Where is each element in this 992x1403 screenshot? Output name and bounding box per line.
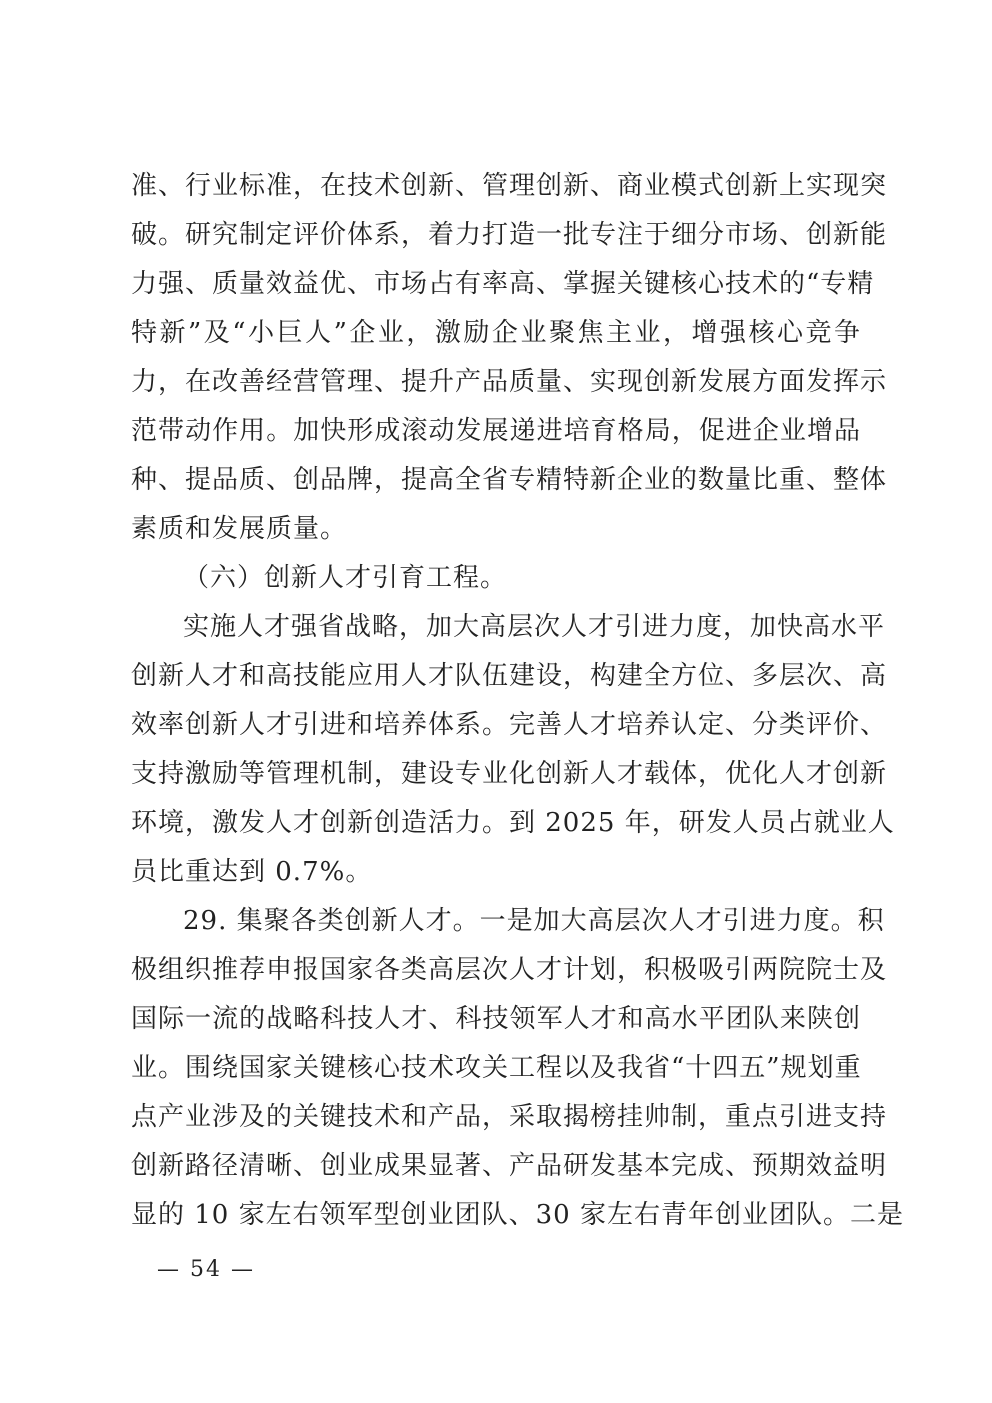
paragraph-3-line-1: 29. 集聚各类创新人才。一是加大高层次人才引进力度。积 bbox=[183, 906, 885, 936]
paragraph-1-line-8: 素质和发展质量。 bbox=[131, 514, 348, 544]
paragraph-1-line-5: 力，在改善经营管理、提升产品质量、实现创新发展方面发挥示 bbox=[131, 367, 888, 397]
paragraph-1-line-3: 力强、质量效益优、市场占有率高、掌握关键核心技术的“专精 bbox=[131, 269, 875, 299]
paragraph-2-line-3: 效率创新人才引进和培养体系。完善人才培养认定、分类评价、 bbox=[131, 710, 888, 740]
paragraph-1-line-4: 特新”及“小巨人”企业，激励企业聚焦主业，增强核心竞争 bbox=[131, 318, 861, 348]
paragraph-2-line-5: 环境，激发人才创新创造活力。到 2025 年，研发人员占就业人 bbox=[131, 808, 895, 838]
paragraph-2-line-6: 员比重达到 0.7%。 bbox=[131, 857, 373, 887]
paragraph-2-line-2: 创新人才和高技能应用人才队伍建设，构建全方位、多层次、高 bbox=[131, 661, 888, 691]
paragraph-1-line-6: 范带动作用。加快形成滚动发展递进培育格局，促进企业增品 bbox=[131, 416, 861, 446]
paragraph-3-line-5: 点产业涉及的关键技术和产品，采取揭榜挂帅制，重点引进支持 bbox=[131, 1102, 888, 1132]
paragraph-3-line-7: 显的 10 家左右领军型创业团队、30 家左右青年创业团队。二是 bbox=[131, 1200, 904, 1230]
paragraph-2-line-4: 支持激励等管理机制，建设专业化创新人才载体，优化人才创新 bbox=[131, 759, 888, 789]
paragraph-2-line-1: 实施人才强省战略，加大高层次人才引进力度，加快高水平 bbox=[183, 612, 886, 642]
paragraph-3-line-4: 业。围绕国家关键核心技术攻关工程以及我省“十四五”规划重 bbox=[131, 1053, 862, 1083]
page-number: — 54 — bbox=[157, 1257, 255, 1282]
paragraph-1-line-7: 种、提品质、创品牌，提高全省专精特新企业的数量比重、整体 bbox=[131, 465, 888, 495]
paragraph-1-line-1: 准、行业标准，在技术创新、管理创新、商业模式创新上实现突 bbox=[131, 171, 888, 201]
paragraph-3-line-3: 国际一流的战略科技人才、科技领军人才和高水平团队来陕创 bbox=[131, 1004, 861, 1034]
paragraph-3-line-6: 创新路径清晰、创业成果显著、产品研发基本完成、预期效益明 bbox=[131, 1151, 888, 1181]
paragraph-1-line-2: 破。研究制定评价体系，着力打造一批专注于细分市场、创新能 bbox=[131, 220, 888, 250]
paragraph-3-line-2: 极组织推荐申报国家各类高层次人才计划，积极吸引两院院士及 bbox=[131, 955, 888, 985]
section-heading: （六）创新人才引育工程。 bbox=[183, 563, 508, 593]
